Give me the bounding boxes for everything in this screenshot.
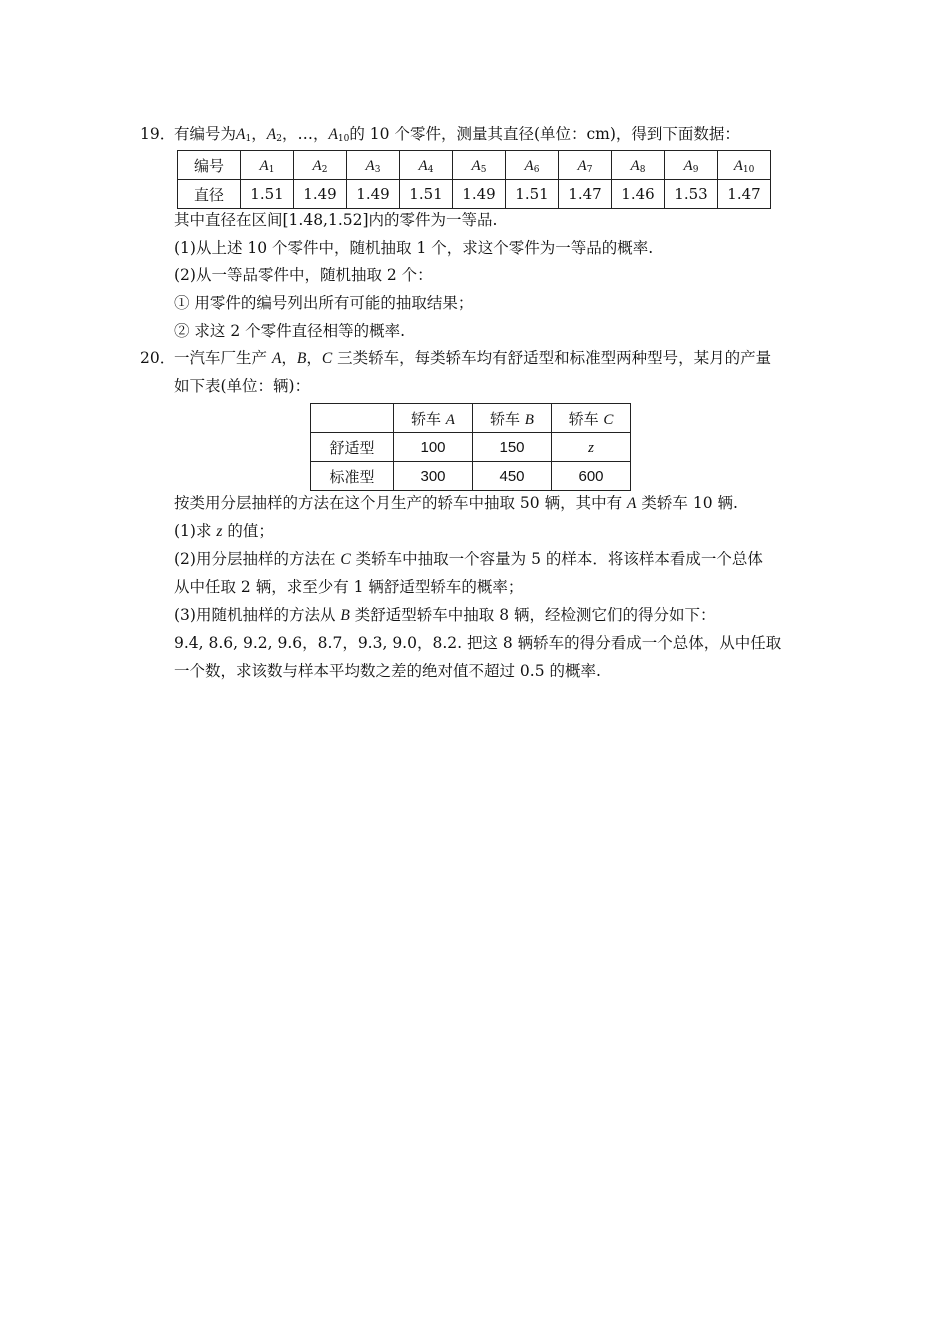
table-cell: 1.47 [559, 180, 612, 209]
q20-number: 20． [140, 349, 176, 367]
q20-part3-line2: 9.4, 8.6, 9.2, 9.6，8.7，9.3, 9.0，8.2. 把这 8 辆轿车的得分看成一个总体，从中任取 [174, 634, 782, 652]
q19-part2-b: ② 求这 2 个零件直径相等的概率. [174, 322, 406, 340]
table-cell [665, 151, 718, 180]
text: 三类轿车，每类轿车均有舒适型和标准型两种型号，某月的产量 [332, 349, 772, 367]
q20-part2-line1 [174, 548, 763, 571]
table-header-cell [552, 404, 631, 433]
q19-intro-text-b: 的 10 个零件，测量其直径(单位：cm)，得到下面数据： [349, 125, 740, 143]
q19-intro [174, 123, 740, 146]
table-row [178, 151, 771, 180]
table-row [311, 404, 631, 433]
table-cell: 150 [473, 433, 552, 462]
table-cell: 1.49 [294, 180, 347, 209]
symbol-z: z [216, 523, 223, 540]
symbol-a: A [733, 157, 743, 174]
q20-part1 [174, 520, 274, 543]
text: 轿车 [411, 409, 446, 428]
text: 类轿车中抽取一个容量为 5 的样本．将该样本看成一个总体 [350, 550, 763, 568]
table-cell: 1.51 [400, 180, 453, 209]
sep: ，…， [281, 125, 329, 143]
symbol-b: B [340, 607, 350, 624]
symbol-b: B [296, 350, 307, 367]
subscript: 10 [337, 134, 350, 144]
q19-note: 其中直径在区间[1.48,1.52]内的零件为一等品. [174, 211, 498, 229]
table-cell: 1.51 [241, 180, 294, 209]
q20-part3-line1 [174, 604, 716, 627]
symbol-c: C [340, 551, 351, 568]
symbol-a: A [524, 157, 534, 174]
table-header-cell: 编号 [178, 151, 241, 180]
subscript: 4 [427, 164, 434, 175]
symbol-z: z [588, 439, 594, 456]
subscript: 1 [245, 134, 252, 144]
q20-production-table [310, 403, 631, 491]
text: 类轿车 10 辆. [636, 494, 738, 512]
table-cell: 1.47 [718, 180, 771, 209]
symbol-a: A [630, 157, 640, 174]
table-cell: 100 [394, 433, 473, 462]
table-cell: 1.53 [665, 180, 718, 209]
text: 轿车 [490, 409, 525, 428]
table-header-cell: 直径 [178, 180, 241, 209]
symbol-c: C [603, 411, 614, 428]
table-cell [559, 151, 612, 180]
symbol-a: A [445, 411, 455, 428]
q20-part3-line3: 一个数，求该数与样本平均数之差的绝对值不超过 0.5 的概率. [174, 662, 601, 680]
symbol-b: B [524, 411, 534, 428]
symbol-a: A [259, 157, 269, 174]
subscript: 10 [742, 164, 755, 175]
table-row-header: 舒适型 [311, 433, 394, 462]
subscript: 2 [321, 164, 328, 175]
text: 轿车 [568, 409, 604, 428]
symbol-a: A [471, 157, 481, 174]
table-header-cell [394, 404, 473, 433]
symbol-a: A [328, 126, 338, 143]
q20-intro-line1 [174, 347, 771, 370]
table-row-header: 标准型 [311, 462, 394, 491]
subscript: 5 [480, 164, 487, 175]
text: (1)求 [174, 522, 217, 540]
text: (3)用随机抽样的方法从 [174, 606, 341, 624]
q20-sampling-info [174, 492, 738, 515]
table-cell: 1.49 [347, 180, 400, 209]
symbol-a: A [365, 157, 375, 174]
table-row [311, 433, 631, 462]
table-cell: 1.49 [453, 180, 506, 209]
table-cell [453, 151, 506, 180]
table-cell [294, 151, 347, 180]
text: 一汽车厂生产 [174, 349, 272, 367]
text: (2)用分层抽样的方法在 [174, 550, 341, 568]
text: 按类用分层抽样的方法在这个月生产的轿车中抽取 50 辆，其中有 [174, 494, 628, 512]
symbol-a: A [236, 126, 246, 143]
q19-part1: (1)从上述 10 个零件中，随机抽取 1 个，求这个零件为一等品的概率. [174, 239, 654, 257]
subscript: 9 [692, 164, 699, 175]
table-cell [718, 151, 771, 180]
symbol-a: A [312, 157, 322, 174]
q20-intro-line2: 如下表(单位：辆)： [174, 377, 311, 395]
subscript: 2 [276, 134, 282, 144]
sep: ， [306, 349, 322, 367]
table-row [311, 462, 631, 491]
table-cell: 450 [473, 462, 552, 491]
text: 类舒适型轿车中抽取 8 辆，经检测它们的得分如下： [349, 606, 716, 624]
q20-part2-line2: 从中任取 2 辆，求至少有 1 辆舒适型轿车的概率； [174, 578, 524, 596]
table-cell: 1.46 [612, 180, 665, 209]
q19-intro-text-a: 有编号为 [174, 125, 237, 143]
table-cell: 600 [552, 462, 631, 491]
subscript: 1 [268, 164, 275, 175]
q19-number: 19． [140, 125, 176, 143]
table-cell: 300 [394, 462, 473, 491]
sep: ， [281, 349, 297, 367]
symbol-c: C [321, 350, 333, 367]
symbol-a: A [577, 157, 587, 174]
subscript: 8 [639, 164, 646, 175]
q19-part2-a: ① 用零件的编号列出所有可能的抽取结果； [174, 294, 474, 312]
subscript: 3 [374, 164, 381, 175]
q19-data-table [177, 150, 771, 209]
table-cell [552, 433, 631, 462]
sep: ， [251, 125, 267, 143]
table-header-cell [473, 404, 552, 433]
subscript: 7 [586, 164, 593, 175]
symbol-a: A [683, 157, 693, 174]
table-cell [612, 151, 665, 180]
table-cell: 1.51 [506, 180, 559, 209]
text: 的值； [222, 522, 274, 540]
subscript: 6 [533, 164, 540, 175]
table-row [178, 180, 771, 209]
table-corner-cell [311, 404, 394, 433]
table-cell [506, 151, 559, 180]
symbol-a: A [418, 157, 428, 174]
symbol-a: A [271, 350, 282, 367]
symbol-a: A [266, 126, 277, 143]
table-cell [241, 151, 294, 180]
table-cell [400, 151, 453, 180]
table-cell [347, 151, 400, 180]
symbol-a: A [627, 495, 637, 512]
q19-part2: (2)从一等品零件中，随机抽取 2 个： [174, 266, 433, 284]
